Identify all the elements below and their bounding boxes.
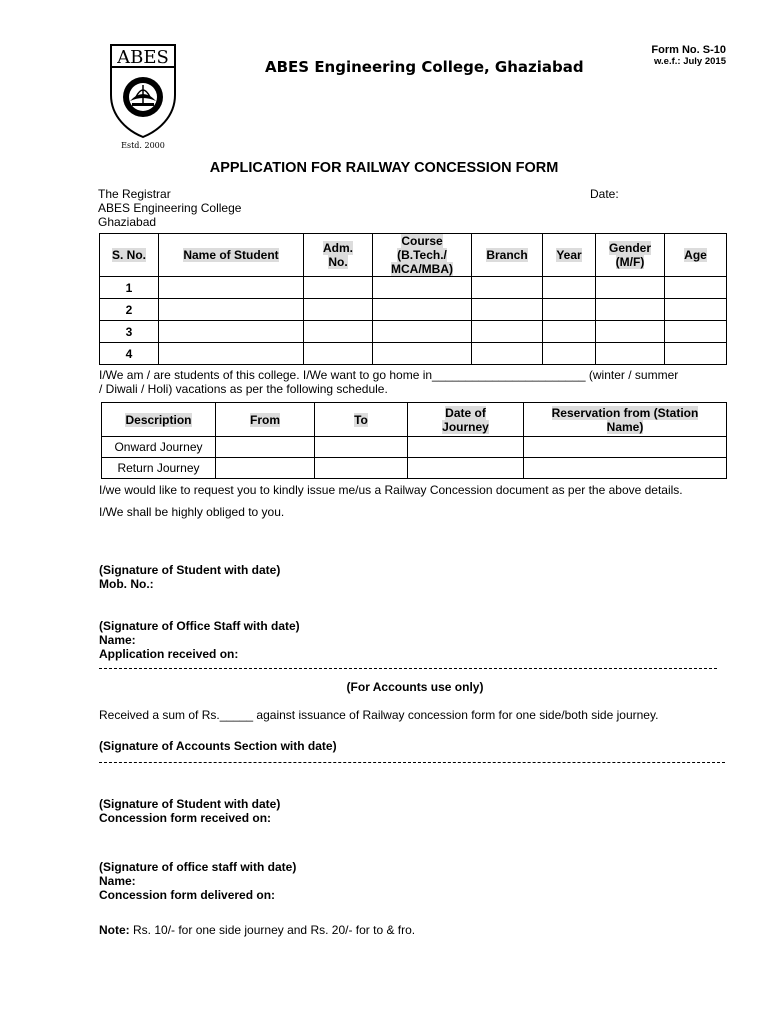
application-received-label: Application received on:	[99, 647, 239, 661]
note-text: Rs. 10/- for one side journey and Rs. 20/- for to & fro.	[129, 923, 416, 937]
address-line-3: Ghaziabad	[98, 215, 157, 229]
student-signature-label: (Signature of Student with date)	[99, 563, 281, 577]
effective-date: w.e.f.: July 2015	[654, 56, 726, 67]
year-cell[interactable]	[543, 299, 596, 321]
year-cell[interactable]	[543, 343, 596, 365]
concession-received-label: Concession form received on:	[99, 811, 272, 825]
branch-cell[interactable]	[472, 321, 543, 343]
office-name-label-2: Name:	[99, 874, 136, 888]
col-to: To	[315, 403, 408, 437]
year-cell[interactable]	[543, 277, 596, 299]
col-sno: S. No.	[100, 234, 159, 277]
address-line-1: The Registrar	[98, 187, 171, 201]
date-cell[interactable]	[408, 437, 524, 458]
to-cell[interactable]	[315, 458, 408, 479]
college-logo	[108, 43, 178, 151]
col-year: Year	[543, 234, 596, 277]
abes-crest-icon	[108, 43, 178, 151]
student-signature-label-2: (Signature of Student with date)	[99, 797, 281, 811]
date-label: Date:	[590, 187, 619, 201]
students-table	[99, 233, 727, 365]
name-cell[interactable]	[159, 299, 304, 321]
document-title: APPLICATION FOR RAILWAY CONCESSION FORM	[209, 160, 559, 176]
age-cell[interactable]	[665, 277, 727, 299]
course-cell[interactable]	[373, 277, 472, 299]
col-from: From	[216, 403, 315, 437]
adm-cell[interactable]	[304, 299, 373, 321]
table-row	[100, 321, 727, 343]
col-reservation-from: Reservation from (Station Name)	[524, 403, 727, 437]
table-row	[102, 458, 727, 479]
col-adm-no: Adm. No.	[304, 234, 373, 277]
col-description: Description	[102, 403, 216, 437]
address-line-2: ABES Engineering College	[98, 201, 242, 215]
journey-description: Return Journey	[102, 458, 216, 479]
course-cell[interactable]	[373, 343, 472, 365]
name-cell[interactable]	[159, 321, 304, 343]
age-cell[interactable]	[665, 321, 727, 343]
row-number: 1	[100, 277, 159, 299]
course-cell[interactable]	[373, 321, 472, 343]
office-name-label: Name:	[99, 633, 136, 647]
name-cell[interactable]	[159, 343, 304, 365]
note	[99, 923, 415, 937]
form-number: Form No. S-10	[651, 44, 726, 56]
name-cell[interactable]	[159, 277, 304, 299]
reservation-cell[interactable]	[524, 458, 727, 479]
col-age: Age	[665, 234, 727, 277]
row-number: 2	[100, 299, 159, 321]
logo-estd-text: Estd. 2000	[121, 141, 165, 150]
vacation-paragraph-line-2: / Diwali / Holi) vacations as per the following schedule.	[99, 382, 388, 396]
college-name: ABES Engineering College, Ghaziabad	[265, 58, 584, 76]
table-row	[100, 299, 727, 321]
note-label: Note:	[99, 923, 130, 937]
age-cell[interactable]	[665, 343, 727, 365]
gender-cell[interactable]	[596, 299, 665, 321]
accounts-use-heading: (For Accounts use only)	[346, 680, 484, 694]
reservation-cell[interactable]	[524, 437, 727, 458]
vacation-paragraph-line-1: I/We am / are students of this college. I/We want to go home in_______________________ (winter / summer	[99, 368, 679, 382]
journey-table	[101, 402, 727, 479]
dashed-divider	[99, 668, 717, 669]
table-row	[100, 343, 727, 365]
accounts-signature-label: (Signature of Accounts Section with date)	[99, 739, 337, 753]
from-cell[interactable]	[216, 458, 315, 479]
journey-description: Onward Journey	[102, 437, 216, 458]
table-row	[102, 437, 727, 458]
obliged-paragraph: I/We shall be highly obliged to you.	[99, 505, 285, 519]
gender-cell[interactable]	[596, 321, 665, 343]
col-course: Course (B.Tech./ MCA/MBA)	[373, 234, 472, 277]
date-cell[interactable]	[408, 458, 524, 479]
col-name: Name of Student	[159, 234, 304, 277]
request-paragraph: I/we would like to request you to kindly issue me/us a Railway Concession document as per the above details.	[99, 483, 683, 497]
svg-text:ABES: ABES	[117, 47, 169, 68]
mobile-number-label: Mob. No.:	[99, 577, 154, 591]
adm-cell[interactable]	[304, 277, 373, 299]
row-number: 4	[100, 343, 159, 365]
branch-cell[interactable]	[472, 277, 543, 299]
gender-cell[interactable]	[596, 343, 665, 365]
journey-header-row	[102, 403, 727, 437]
students-header-row	[100, 234, 727, 277]
row-number: 3	[100, 321, 159, 343]
from-cell[interactable]	[216, 437, 315, 458]
dashed-divider	[99, 762, 725, 763]
branch-cell[interactable]	[472, 299, 543, 321]
age-cell[interactable]	[665, 299, 727, 321]
concession-delivered-label: Concession form delivered on:	[99, 888, 276, 902]
to-cell[interactable]	[315, 437, 408, 458]
table-row	[100, 277, 727, 299]
col-gender: Gender (M/F)	[596, 234, 665, 277]
gender-cell[interactable]	[596, 277, 665, 299]
course-cell[interactable]	[373, 299, 472, 321]
col-date-of-journey: Date of Journey	[408, 403, 524, 437]
year-cell[interactable]	[543, 321, 596, 343]
adm-cell[interactable]	[304, 343, 373, 365]
received-sum-text: Received a sum of Rs._____ against issuance of Railway concession form for one side/both side journey.	[99, 708, 659, 722]
col-branch: Branch	[472, 234, 543, 277]
office-staff-signature-label: (Signature of Office Staff with date)	[99, 619, 300, 633]
branch-cell[interactable]	[472, 343, 543, 365]
adm-cell[interactable]	[304, 321, 373, 343]
form-number-block	[651, 44, 726, 68]
office-staff-signature-label-2: (Signature of office staff with date)	[99, 860, 297, 874]
